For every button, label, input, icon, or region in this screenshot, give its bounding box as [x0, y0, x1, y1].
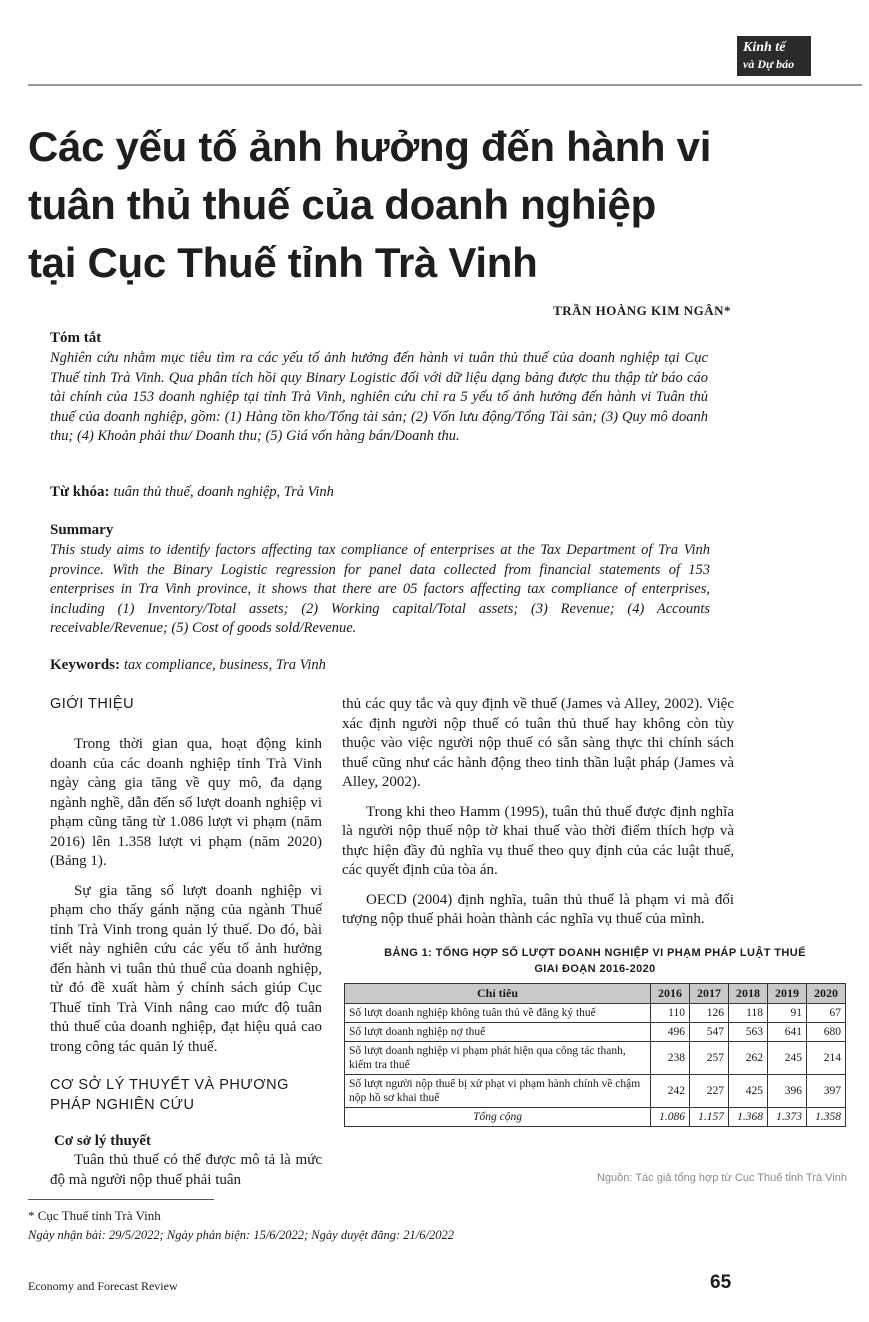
cell-value: 214 [807, 1042, 846, 1075]
article-title [28, 118, 788, 292]
header-cell-year: 2019 [768, 984, 807, 1004]
theory-body [50, 1151, 322, 1200]
row-label: Số lượt doanh nghiệp không tuân thủ về đăng ký thuế [345, 1004, 651, 1023]
theory-subheading: Cơ sở lý thuyết [54, 1133, 152, 1149]
title-line-3: tại Cục Thuế tỉnh Trà Vinh [28, 239, 538, 286]
cell-value: 397 [807, 1075, 846, 1108]
table-caption-line-1: BẢNG 1: TỔNG HỢP SỐ LƯỢT DOANH NGHIỆP VI PHẠM PHÁP LUẬT THUẾ [384, 947, 806, 959]
cell-value: 238 [651, 1042, 690, 1075]
cell-value: 641 [768, 1023, 807, 1042]
abstract-vi-text: Nghiên cứu nhằm mục tiêu tìm ra các yếu tố ảnh hưởng đến hành vi tuân thủ thuế của doanh nghiệp tại Cục Thuế tỉnh Trà Vinh. Qua phân tích hồi quy Binary Logistic đối với dữ liệu dạng bảng được thu thập từ báo cáo tài chính của 153 doanh nghiệp tại tỉnh Trà Vinh, nghiên cứu chỉ ra 5 yếu tố ảnh hưởng đến hành vi Tuân thủ thuế của doanh nghiệp, gồm: (1) Hàng tồn kho/Tổng tài sản; (2) Vốn lưu động/Tổng Tài sản; (3) Quy mô doanh thu; (4) Khoản phải thu/ Doanh thu; (5) Giá vốn hàng bán/Doanh thu. [50, 350, 708, 444]
footer-journal: Economy and Forecast Review [28, 1279, 178, 1293]
total-value: 1.157 [690, 1108, 729, 1127]
journal-badge [737, 36, 811, 76]
title-line-1: Các yếu tố ảnh hưởng đến hành vi [28, 123, 712, 170]
cell-value: 257 [690, 1042, 729, 1075]
left-column-body [50, 735, 322, 1067]
cell-value: 262 [729, 1042, 768, 1075]
badge-line-1: Kinh tế [743, 40, 786, 55]
cell-value: 680 [807, 1023, 846, 1042]
cell-value: 496 [651, 1023, 690, 1042]
keywords-vi-label: Từ khóa: [50, 484, 110, 500]
abstract-en-text: This study aims to identify factors affecting tax compliance of enterprises at the Tax Department of Tra Vinh province. With the Binary Logistic regression for panel data collected from financial statements of 153 enterprises in Tra Vinh province, it shows that there are 05 factors affecting tax compliance of enterprises, including (1) Inventory/Total assets; (2) Working capital/Total assets; (3) Revenue; (4) Accounts receivable/Revenue; (5) Cost of goods sold/Revenue. [50, 542, 710, 636]
row-label: Số lượt người nộp thuế bị xử phạt vi phạm hành chính về chậm nộp hồ sơ khai thuế [345, 1075, 651, 1108]
cell-value: 67 [807, 1004, 846, 1023]
table-row [345, 1075, 846, 1108]
header-cell-year: 2016 [651, 984, 690, 1004]
cell-value: 396 [768, 1075, 807, 1108]
right-column-body [342, 695, 734, 940]
author-name: TRẦN HOÀNG KIM NGÂN* [553, 303, 731, 318]
cell-value: 563 [729, 1023, 768, 1042]
header-cell-year: 2018 [729, 984, 768, 1004]
intro-paragraph-1: Trong thời gian qua, hoạt động kinh doanh của các doanh nghiệp tỉnh Trà Vinh ngày càng gia tăng về quy mô, đa dạng ngành nghề, dẫn đến số lượt doanh nghiệp vi phạm cũng tăng từ 1.086 lượt vi phạm (năm 2016) lên 1.358 lượt vi phạm (năm 2020) (Bảng 1). [50, 736, 322, 869]
right-paragraph-1: thủ các quy tắc và quy định về thuế (James và Alley, 2002). Việc xác định người nộp thuế có tuân thủ thuế hay không còn tùy thuộc vào việc người nộp thuế có sẵn sàng thực thi chính sách thuế cũng như các hành động theo tinh thần luật pháp (James và Alley, 2002). [342, 696, 734, 790]
total-value: 1.373 [768, 1108, 807, 1127]
table-row [345, 1004, 846, 1023]
table-row [345, 1042, 846, 1075]
table-row [345, 1023, 846, 1042]
badge-line-2: và Dự báo [743, 57, 795, 71]
cell-value: 242 [651, 1075, 690, 1108]
cell-value: 245 [768, 1042, 807, 1075]
total-value: 1.358 [807, 1108, 846, 1127]
intro-heading: GIỚI THIỆU [50, 696, 135, 712]
keywords-en [50, 656, 750, 674]
right-paragraph-2: Trong khi theo Hamm (1995), tuân thủ thuế được định nghĩa là người nộp thuế nộp tờ khai thuế vào thời điểm thích hợp và thực hiện đầy đủ nghĩa vụ thuế theo quy định của các luật thuế, các quyết định của tòa án. [342, 803, 734, 878]
footnote-dates: Ngày nhận bài: 29/5/2022; Ngày phản biện: 15/6/2022; Ngày duyệt đăng: 21/6/2022 [28, 1228, 454, 1242]
total-value: 1.368 [729, 1108, 768, 1127]
table-total-row [345, 1108, 846, 1127]
page-number: 65 [710, 1272, 732, 1293]
cell-value: 126 [690, 1004, 729, 1023]
theory-heading: CƠ SỞ LÝ THUYẾT VÀ PHƯƠNG PHÁP NGHIÊN CỨU [50, 1077, 289, 1113]
footnote-rule [28, 1199, 214, 1200]
title-line-2: tuân thủ thuế của doanh nghiệp [28, 181, 656, 228]
header-cell-year: 2020 [807, 984, 846, 1004]
row-label: Số lượt doanh nghiệp vi phạm phát hiện qua công tác thanh, kiểm tra thuế [345, 1042, 651, 1075]
intro-paragraph-2: Sự gia tăng số lượt doanh nghiệp vi phạm cho thấy gánh nặng của ngành Thuế tỉnh Trà Vinh trong quản lý thuế. Do đó, bài viết này nghiên cứu các yếu tố ảnh hưởng đến hành vi tuân thủ thuế của doanh nghiệp, từ đó đề xuất hàm ý chính sách giúp Cục Thuế tỉnh Trà Vinh nâng cao mức độ tuân thủ thuế của doanh nghiệp, đạt hiệu quả cao trong công tác quản lý thuế. [50, 882, 322, 1055]
table-source: Nguồn: Tác giả tổng hợp từ Cục Thuế tỉnh Trà Vinh [596, 1172, 847, 1184]
cell-value: 110 [651, 1004, 690, 1023]
theory-paragraph-1: Tuân thủ thuế có thể được mô tả là mức độ mà người nộp thuế phải tuân [50, 1152, 322, 1188]
keywords-en-text: tax compliance, business, Tra Vinh [124, 657, 326, 673]
violations-table [344, 983, 846, 1127]
abstract-en-heading: Summary [50, 522, 114, 538]
keywords-vi-text: tuân thủ thuế, doanh nghiệp, Trà Vinh [113, 484, 334, 500]
footnote-affiliation: * Cục Thuế tỉnh Trà Vinh [28, 1208, 161, 1223]
keywords-vi [50, 483, 750, 501]
header-cell-label: Chỉ tiêu [345, 984, 651, 1004]
header-cell-year: 2017 [690, 984, 729, 1004]
abstract-vi-heading: Tóm tắt [50, 330, 102, 346]
total-value: 1.086 [651, 1108, 690, 1127]
cell-value: 425 [729, 1075, 768, 1108]
cell-value: 118 [729, 1004, 768, 1023]
cell-value: 227 [690, 1075, 729, 1108]
table-caption-line-2: GIAI ĐOẠN 2016-2020 [534, 963, 656, 975]
cell-value: 91 [768, 1004, 807, 1023]
row-label: Số lượt doanh nghiệp nợ thuế [345, 1023, 651, 1042]
table-caption [344, 945, 846, 977]
header-rule [28, 84, 862, 86]
cell-value: 547 [690, 1023, 729, 1042]
keywords-en-label: Keywords: [50, 657, 120, 673]
right-paragraph-3: OECD (2004) định nghĩa, tuân thủ thuế là phạm vi mà đối tượng nộp thuế phải hoàn thành các nghĩa vụ thuế của mình. [342, 891, 734, 927]
total-label: Tổng cộng [345, 1108, 651, 1127]
table-header-row [345, 984, 846, 1004]
